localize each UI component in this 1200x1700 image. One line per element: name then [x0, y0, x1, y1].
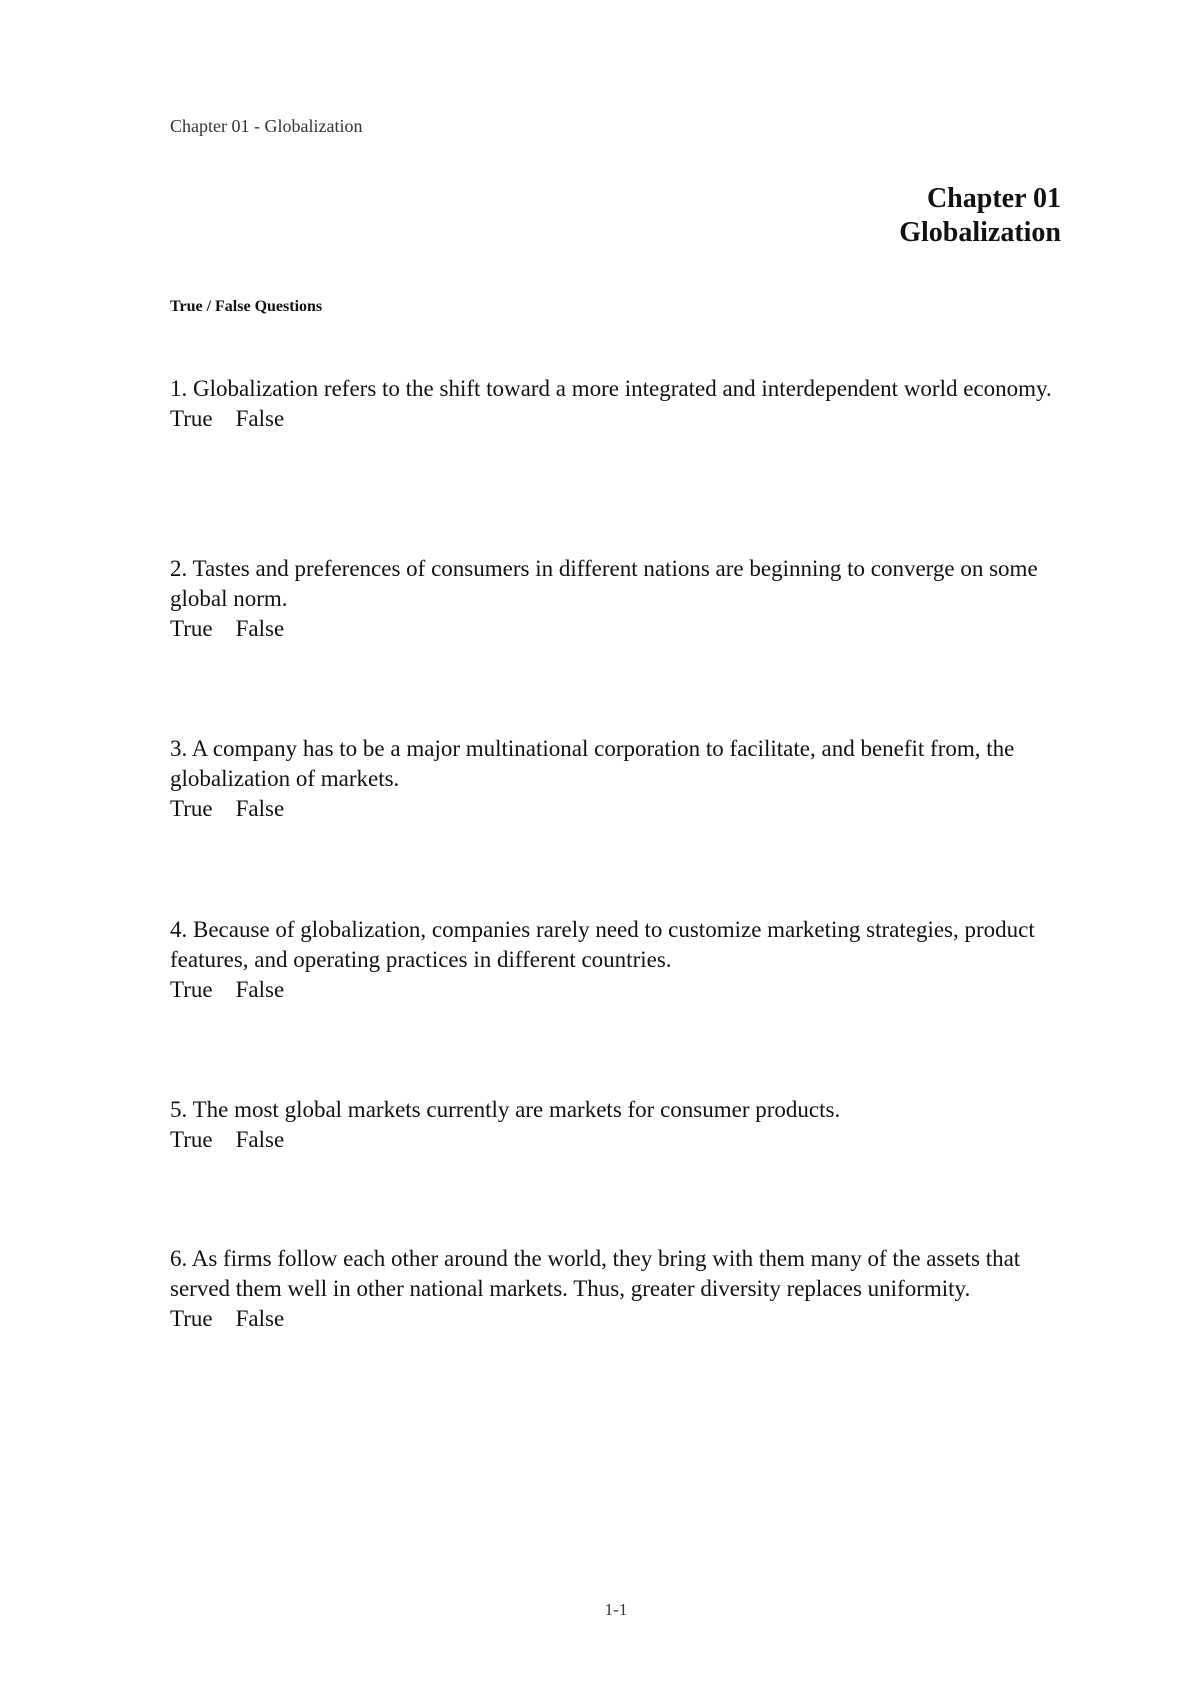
option-true: True — [170, 1306, 213, 1331]
question-6 — [170, 1244, 1070, 1334]
page-number: 1-1 — [604, 1600, 628, 1619]
option-false: False — [235, 796, 285, 821]
option-true: True — [170, 1127, 213, 1152]
question-text: 4. Because of globalization, companies rarely need to customize marketing strategies, product features, and operating practices in different countries. — [170, 917, 1035, 972]
question-1 — [170, 374, 1070, 434]
chapter-heading — [899, 182, 1061, 250]
option-false: False — [235, 1306, 285, 1331]
option-false: False — [235, 977, 285, 1002]
running-header: Chapter 01 - Globalization — [170, 116, 363, 136]
answer-options — [170, 1304, 1070, 1334]
option-false: False — [235, 1127, 285, 1152]
question-text: 3. A company has to be a major multinational corporation to facilitate, and benefit from, the globalization of markets. — [170, 736, 1015, 791]
answer-options — [170, 614, 1070, 644]
option-false: False — [235, 406, 285, 431]
answer-options — [170, 794, 1070, 824]
question-text: 1. Globalization refers to the shift toward a more integrated and interdependent world economy. — [170, 376, 1052, 401]
option-true: True — [170, 796, 213, 821]
option-true: True — [170, 977, 213, 1002]
option-true: True — [170, 406, 213, 431]
option-true: True — [170, 616, 213, 641]
question-text: 5. The most global markets currently are markets for consumer products. — [170, 1097, 841, 1122]
option-false: False — [235, 616, 285, 641]
question-2 — [170, 554, 1070, 644]
answer-options — [170, 404, 1070, 434]
answer-options — [170, 975, 1070, 1005]
question-text: 6. As firms follow each other around the world, they bring with them many of the assets that served them well in other national markets. Thus, greater diversity replaces uniformity. — [170, 1246, 1021, 1301]
chapter-title: Globalization — [899, 217, 1061, 248]
question-5 — [170, 1095, 1070, 1155]
chapter-number: Chapter 01 — [926, 183, 1061, 214]
question-3 — [170, 734, 1070, 824]
answer-options — [170, 1125, 1070, 1155]
section-title: True / False Questions — [170, 298, 323, 315]
question-text: 2. Tastes and preferences of consumers in different nations are beginning to converge on some global norm. — [170, 556, 1038, 611]
question-4 — [170, 915, 1070, 1005]
